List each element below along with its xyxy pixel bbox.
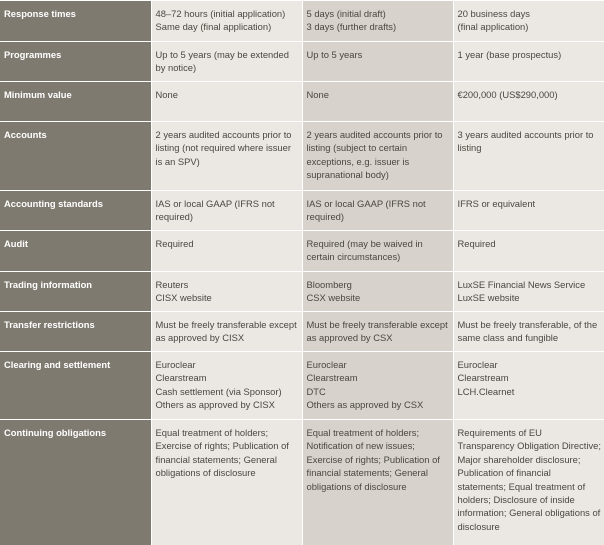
cell-line: None xyxy=(155,89,178,100)
cisx-cell xyxy=(151,122,302,191)
luxse-cell xyxy=(453,352,604,420)
cisx-cell xyxy=(151,272,302,312)
cell-line: Others as approved by CSX xyxy=(306,399,424,411)
cell-line: Euroclear xyxy=(155,359,196,370)
cell-line: 2 years audited accounts prior to listing (not required where issuer is an SPV) xyxy=(155,129,292,167)
cell-line: LCH.Clearnet xyxy=(457,385,515,397)
cell-line: Required (may be waived in certain circumstances) xyxy=(306,238,423,263)
row-label-text: Programmes xyxy=(4,49,62,60)
row-label xyxy=(0,82,151,122)
cisx-cell xyxy=(151,352,302,420)
row-continuing-obligations xyxy=(0,420,604,545)
cell-line: Reuters xyxy=(155,279,189,290)
csx-cell xyxy=(302,352,453,420)
row-label-text: Response times xyxy=(4,8,76,19)
cisx-cell xyxy=(151,1,302,42)
luxse-cell xyxy=(453,231,604,272)
row-label xyxy=(0,272,151,312)
row-label-text: Accounting standards xyxy=(4,198,103,209)
row-transfer-restrictions xyxy=(0,312,604,352)
csx-cell xyxy=(302,420,453,545)
cell-line: Cash settlement (via Sponsor) xyxy=(155,385,282,397)
cell-line: IFRS or equivalent xyxy=(457,198,536,209)
cell-line: CSX website xyxy=(306,292,361,304)
cisx-cell xyxy=(151,312,302,352)
row-label xyxy=(0,42,151,82)
csx-cell xyxy=(302,122,453,191)
cell-line: Must be freely transferable, of the same class and fungible xyxy=(457,319,598,344)
cell-line: LuxSE Financial News Service xyxy=(457,279,586,290)
row-label xyxy=(0,352,151,420)
cell-line: 48–72 hours (initial application) xyxy=(155,8,286,19)
cell-line: Required xyxy=(457,238,496,249)
cell-line: Requirements of EU Transparency Obligation Directive; Major shareholder disclosure; Publication of financial statements; Equal treatment of holders; Disclosure of inside information; General obligations of disclosure xyxy=(457,427,601,532)
cell-line: Up to 5 years xyxy=(306,49,363,60)
row-programmes xyxy=(0,42,604,82)
luxse-cell xyxy=(453,122,604,191)
cell-line: Clearstream xyxy=(457,372,509,384)
cell-line: 20 business days xyxy=(457,8,530,19)
cell-line: 3 days (further drafts) xyxy=(306,21,397,33)
row-label xyxy=(0,191,151,231)
luxse-cell xyxy=(453,312,604,352)
row-label-text: Minimum value xyxy=(4,89,72,100)
cell-line: Equal treatment of holders; Exercise of rights; Publication of financial statements; General obligations of disclosure xyxy=(155,427,289,479)
cell-line: Euroclear xyxy=(457,359,498,370)
cell-line: IAS or local GAAP (IFRS not required) xyxy=(155,198,275,223)
csx-cell xyxy=(302,272,453,312)
row-label xyxy=(0,122,151,191)
luxse-cell xyxy=(453,82,604,122)
row-accounting-standards xyxy=(0,191,604,231)
csx-cell xyxy=(302,191,453,231)
cell-line: 5 days (initial draft) xyxy=(306,8,386,19)
luxse-cell xyxy=(453,191,604,231)
cell-line: Equal treatment of holders; Notification of new issues; Exercise of rights; Publication of financial statements; General obligations of disclosure xyxy=(306,427,440,492)
csx-cell xyxy=(302,42,453,82)
cell-line: None xyxy=(306,89,329,100)
cell-line: Must be freely transferable except as approved by CISX xyxy=(155,319,297,344)
row-label xyxy=(0,312,151,352)
cell-line: Euroclear xyxy=(306,359,347,370)
row-trading-information xyxy=(0,272,604,312)
cisx-cell xyxy=(151,231,302,272)
cell-line: DTC xyxy=(306,385,326,397)
cell-line: Others as approved by CISX xyxy=(155,399,275,411)
cell-line: Required xyxy=(155,238,194,249)
csx-cell xyxy=(302,1,453,42)
cell-line: Same day (final application) xyxy=(155,21,272,33)
cell-line: CISX website xyxy=(155,292,212,304)
row-label-text: Accounts xyxy=(4,129,47,140)
cell-line: LuxSE website xyxy=(457,292,520,304)
row-label-text: Audit xyxy=(4,238,28,249)
row-minimum-value xyxy=(0,82,604,122)
cisx-cell xyxy=(151,82,302,122)
row-accounts xyxy=(0,122,604,191)
luxse-cell xyxy=(453,1,604,42)
cisx-cell xyxy=(151,42,302,82)
cell-line: 2 years audited accounts prior to listing (subject to certain exceptions, e.g. issuer is supranational body) xyxy=(306,129,443,181)
cell-line: 1 year (base prospectus) xyxy=(457,49,562,60)
cell-line: (final application) xyxy=(457,21,529,33)
luxse-cell xyxy=(453,420,604,545)
cell-line: Up to 5 years (may be extended by notice) xyxy=(155,49,289,74)
cell-line: Bloomberg xyxy=(306,279,352,290)
cell-line: 3 years audited accounts prior to listing xyxy=(457,129,594,154)
row-label-text: Trading information xyxy=(4,279,93,290)
row-label xyxy=(0,420,151,545)
csx-cell xyxy=(302,82,453,122)
luxse-cell xyxy=(453,272,604,312)
csx-cell xyxy=(302,312,453,352)
csx-cell xyxy=(302,231,453,272)
cell-line: Must be freely transferable except as approved by CSX xyxy=(306,319,448,344)
row-label-text: Clearing and settlement xyxy=(4,359,111,370)
cell-line: Clearstream xyxy=(306,372,358,384)
row-response-times xyxy=(0,1,604,42)
cisx-cell xyxy=(151,191,302,231)
cell-line: €200,000 (US$290,000) xyxy=(457,89,558,100)
row-audit xyxy=(0,231,604,272)
cell-line: IAS or local GAAP (IFRS not required) xyxy=(306,198,426,223)
cell-line: Clearstream xyxy=(155,372,207,384)
row-label xyxy=(0,231,151,272)
comparison-table-body xyxy=(0,1,604,545)
row-clearing-and-settlement xyxy=(0,352,604,420)
luxse-cell xyxy=(453,42,604,82)
row-label xyxy=(0,1,151,42)
cisx-cell xyxy=(151,420,302,545)
row-label-text: Continuing obligations xyxy=(4,427,107,438)
row-label-text: Transfer restrictions xyxy=(4,319,95,330)
